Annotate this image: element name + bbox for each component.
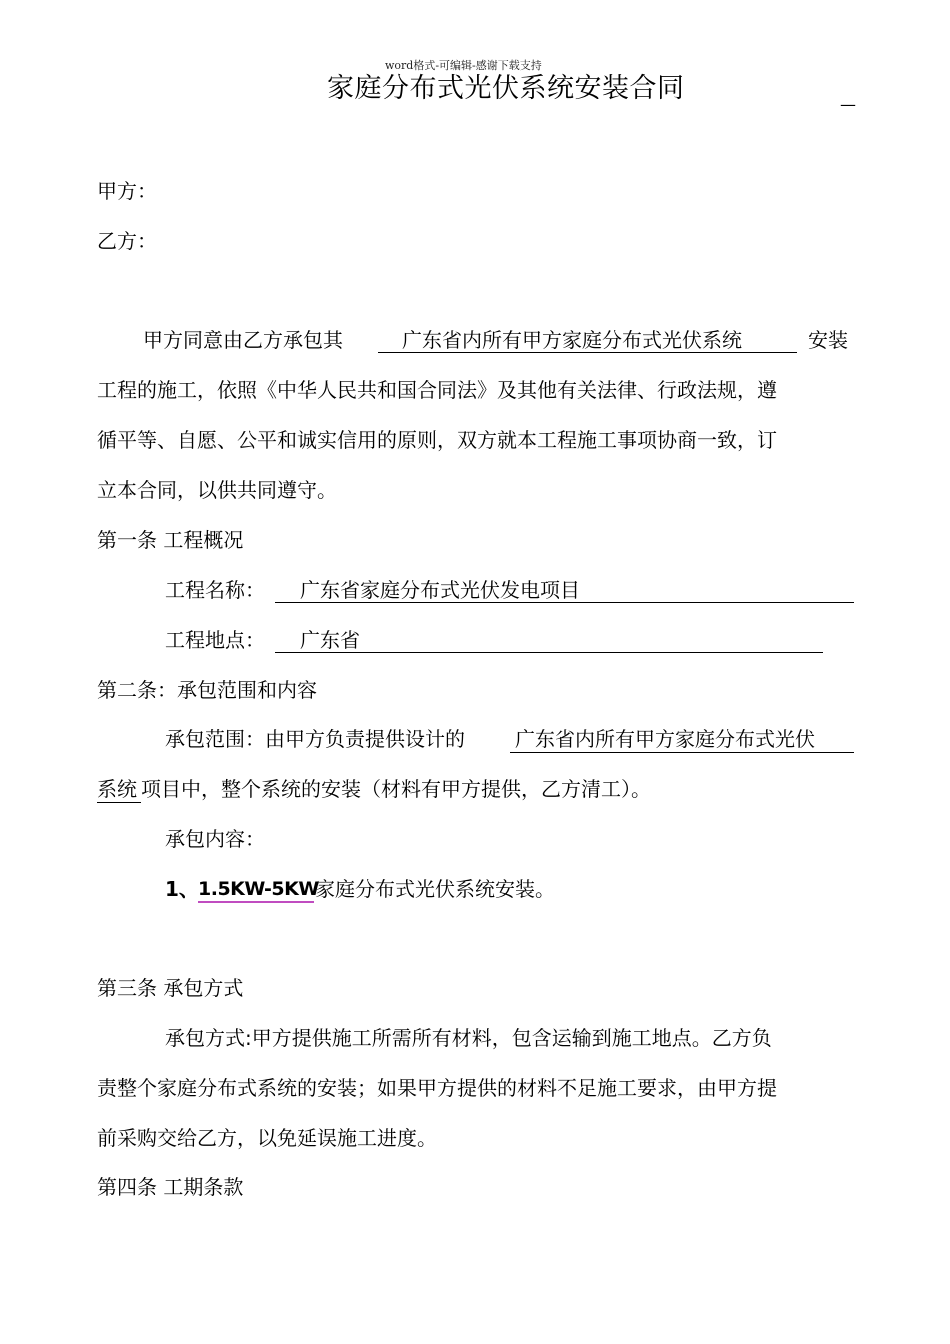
item1-number: 1、 <box>165 877 199 901</box>
article3-heading: 第三条 承包方式 <box>97 976 244 1000</box>
party-a-label: 甲方： <box>97 179 157 203</box>
intro-blank-underline <box>378 352 797 353</box>
article1-heading: 第一条 工程概况 <box>97 528 244 552</box>
intro-line1-blank: 广东省内所有甲方家庭分布式光伏系统 <box>402 328 742 352</box>
project-location-underline <box>275 652 823 653</box>
scope-label: 承包范围：由甲方负责提供设计的 <box>165 727 465 751</box>
intro-line1-before: 甲方同意由乙方承包其 <box>143 328 343 352</box>
project-name-label: 工程名称： <box>165 578 265 602</box>
party-b-label: 乙方： <box>97 229 157 253</box>
intro-line4: 立本合同，以供共同遵守。 <box>97 478 337 502</box>
intro-line1-after: 安装 <box>808 328 848 352</box>
article3-line3: 前采购交给乙方，以免延误施工进度。 <box>97 1126 437 1150</box>
article4-heading: 第四条 工期条款 <box>97 1175 244 1199</box>
item1-spec: 1.5KW-5KW <box>198 878 319 900</box>
content-label: 承包内容： <box>165 827 265 851</box>
document-title: 家庭分布式光伏系统安装合同 <box>327 73 685 104</box>
watermark-text: word格式-可编辑-感谢下载支持 <box>385 59 542 72</box>
scope-rest: 项目中，整个系统的安装（材料有甲方提供，乙方清工）。 <box>141 777 651 801</box>
corner-dash: — <box>840 95 856 114</box>
intro-line3: 循平等、自愿、公平和诚实信用的原则，双方就本工程施工事项协商一致，订 <box>97 428 777 452</box>
project-location-label: 工程地点： <box>165 628 265 652</box>
article3-line1: 承包方式:甲方提供施工所需所有材料，包含运输到施工地点。乙方负 <box>165 1026 772 1050</box>
item1-spec-underline <box>198 901 314 903</box>
article2-heading: 第二条：承包范围和内容 <box>97 678 317 702</box>
article3-line2: 责整个家庭分布式系统的安装；如果甲方提供的材料不足施工要求，由甲方提 <box>97 1076 777 1100</box>
intro-line2: 工程的施工，依照《中华人民共和国合同法》及其他有关法律、行政法规，遵 <box>97 378 777 402</box>
scope-value-2: 系统 <box>97 777 137 801</box>
item1-text: 家庭分布式光伏系统安装。 <box>315 877 555 901</box>
project-name-underline <box>275 602 854 603</box>
scope-value-1: 广东省内所有甲方家庭分布式光伏 <box>515 727 815 751</box>
scope-value-underline-1 <box>510 752 854 753</box>
scope-value-underline-2 <box>97 802 141 803</box>
project-location-value: 广东省 <box>300 628 360 652</box>
project-name-value: 广东省家庭分布式光伏发电项目 <box>300 578 580 602</box>
